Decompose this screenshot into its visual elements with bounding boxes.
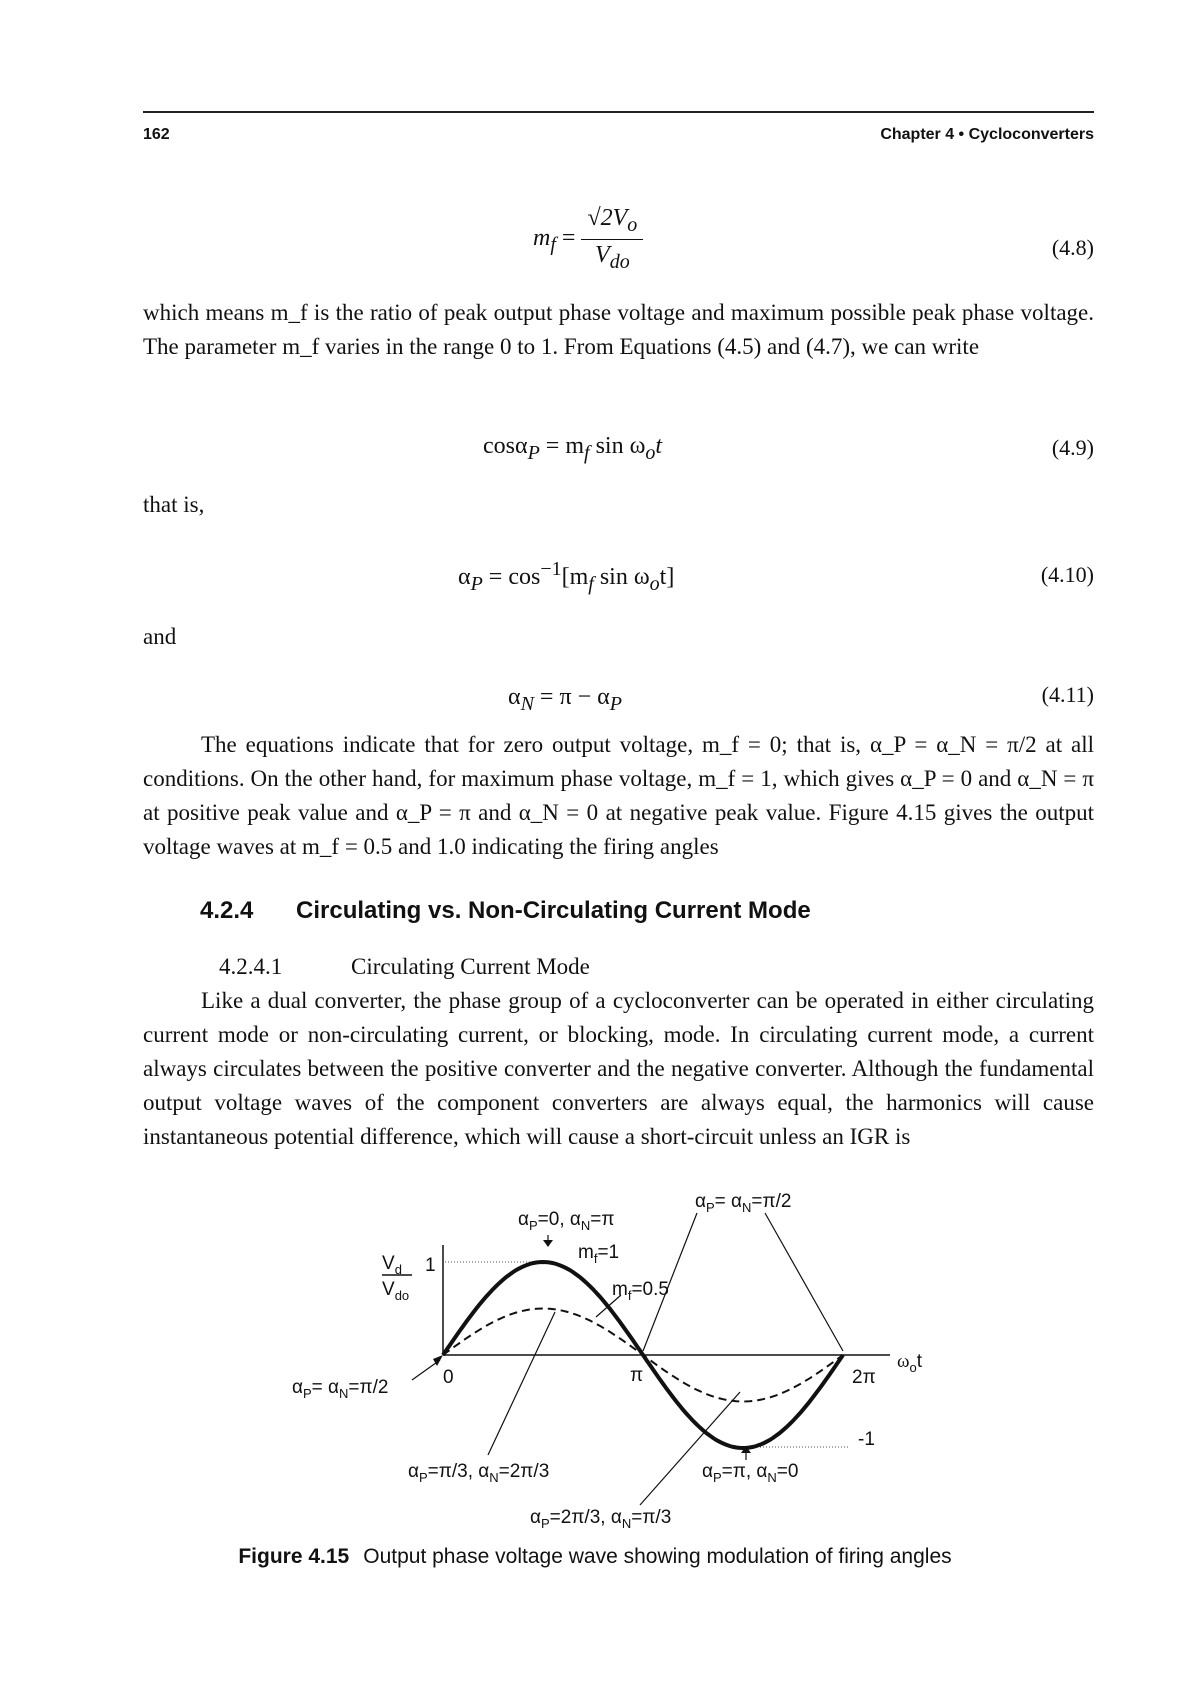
arrow-2pi3 xyxy=(640,1392,740,1505)
arrow-pi3 xyxy=(488,1312,555,1455)
paragraph-3 xyxy=(143,984,1094,1154)
equation-number: (4.10) xyxy=(1040,562,1094,587)
arrow-crossing-right xyxy=(765,1213,843,1351)
eq-lhs-sub: f xyxy=(550,233,556,256)
y-label-den: $V_{do}$ xyxy=(382,1279,410,1303)
x-tick-0: 0 xyxy=(443,1367,454,1388)
series-label-mf1: $m_f=1$ xyxy=(578,1242,620,1266)
paragraph-3-text: Like a dual converter, the phase group of a cycloconverter can be operated in either circulating current mode or non-circulating current, or blocking, mode. In circulating current mode, a current always circulates between the positive converter and the negative converter. Although the fundamental output voltage waves of the component converters are always equal, the harmonics will cause instantaneous potential difference, which will cause a short-circuit unless an IGR is xyxy=(143,988,1094,1149)
eq-numerator-sub: o xyxy=(627,213,638,236)
annotation-crossing: $\alpha_P= \alpha_N=\pi/2$ xyxy=(695,1191,792,1215)
eq-sub: P xyxy=(527,441,540,464)
annotation-2pi3: $\alpha_P=2\pi/3$, $\alpha_N=\pi/3$ xyxy=(530,1507,672,1531)
figure-caption xyxy=(0,1545,1190,1569)
eq-rhs3: t xyxy=(655,433,663,459)
equation-4-9 xyxy=(143,433,1094,469)
series-label-mf05: $m_f=0.5$ xyxy=(612,1279,669,1303)
paragraph-1 xyxy=(143,296,1094,364)
equation-4-8: $m_f$ = $\frac{√2V_o}{V_{do}}$ (4.8) xyxy=(533,205,1094,273)
subsection-title: Circulating Current Mode xyxy=(351,954,590,979)
header-rule xyxy=(143,111,1094,113)
equation-number: (4.11) xyxy=(1041,682,1094,707)
eq-rhs-sub: f xyxy=(584,441,590,464)
eq-text: α xyxy=(508,684,521,710)
section-title: Circulating vs. Non-Circulating Current Mode xyxy=(296,897,811,924)
eq-text: cosα xyxy=(483,433,528,459)
eq-bracket3: t] xyxy=(659,564,675,590)
arrowhead-peak xyxy=(543,1240,553,1247)
figure-label: Figure 4.15 xyxy=(238,1545,350,1568)
eq-rhs-sub: P xyxy=(609,692,622,715)
subsection-number: 4.2.4.1 xyxy=(219,954,283,979)
that-is-text: that is, xyxy=(143,492,205,517)
figure-caption-text: Output phase voltage wave showing modulation of firing angles xyxy=(363,1545,952,1568)
section-number: 4.2.4 xyxy=(200,897,254,924)
y-tick-minus-1: -1 xyxy=(858,1429,875,1450)
equation-number: (4.9) xyxy=(1051,435,1094,460)
and-text: and xyxy=(143,624,177,649)
eq-fraction xyxy=(581,205,643,274)
eq-bracket: [m xyxy=(561,564,589,590)
eq-sub: P xyxy=(470,572,483,595)
eq-bracket2-sub: o xyxy=(649,572,660,595)
x-tick-2pi: 2π xyxy=(852,1367,876,1388)
eq-rhs: = m xyxy=(539,433,584,459)
eq-rhs2: sin ω xyxy=(589,433,646,459)
eq-numerator: √2V xyxy=(587,205,628,231)
eq-denominator: V xyxy=(595,241,610,268)
paragraph-2 xyxy=(143,728,1094,864)
y-tick-1: 1 xyxy=(425,1255,436,1276)
section-heading xyxy=(200,897,811,925)
eq-lhs: m xyxy=(533,224,551,251)
running-head: Chapter 4 • Cycloconverters xyxy=(880,126,1094,143)
annotation-origin: $\alpha_P= \alpha_N=\pi/2$ xyxy=(292,1377,389,1401)
x-axis-label: $\omega_ot$ xyxy=(897,1351,923,1375)
paragraph-2-text: The equations indicate that for zero output voltage, m_f = 0; that is, α_P = α_N = π/2 at all conditions. On the other hand, for maximum phase voltage, m_f = 1, which gives α_P = 0 and α_N = π at positive peak value and α_P = π and α_N = 0 at negative peak value. Figure 4.15 gives the output voltage waves at m_f = 0.5 and 1.0 indicating the firing angles xyxy=(143,732,1094,859)
equation-4-11 xyxy=(143,684,1094,720)
annotation-pi3: $\alpha_P=\pi/3$, $\alpha_N=2\pi/3$ xyxy=(408,1461,550,1485)
y-label-num: $V_d$ xyxy=(382,1253,402,1277)
paragraph-1-text: which means m_f is the ratio of peak output phase voltage and maximum possible peak phase voltage. The parameter m_f varies in the range 0 to 1. From Equations (4.5) and (4.7), we can write xyxy=(143,300,1094,359)
page-number: 162 xyxy=(143,126,170,143)
annotation-peak: $\alpha_P=0$, $\alpha_N=\pi$ xyxy=(518,1209,615,1233)
equation-number: (4.8) xyxy=(1051,235,1094,260)
equation-4-10 xyxy=(143,558,1094,598)
eq-denominator-sub: do xyxy=(609,250,630,273)
eq-rhs: = cos xyxy=(482,564,541,590)
eq-bracket-sub: f xyxy=(588,572,594,595)
eq-sub: N xyxy=(520,692,534,715)
eq-rhs: = π − α xyxy=(533,684,610,710)
figure-chart xyxy=(0,1185,1190,1545)
eq-text: α xyxy=(458,564,471,590)
annotation-trough: $\alpha_P=\pi$, $\alpha_N=0$ xyxy=(702,1461,799,1485)
eq-rhs2-sub: o xyxy=(645,441,656,464)
subsection-heading xyxy=(219,954,590,980)
x-tick-pi: π xyxy=(630,1365,644,1386)
eq-sup: −1 xyxy=(540,558,562,580)
eq-bracket2: sin ω xyxy=(593,564,650,590)
